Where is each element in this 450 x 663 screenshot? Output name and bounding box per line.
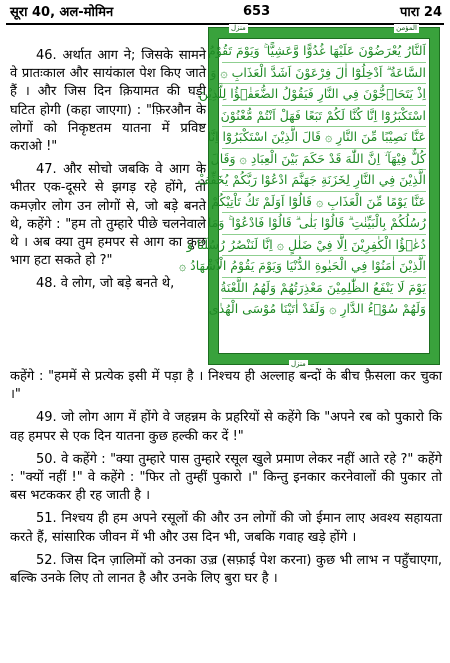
arabic-line: الَّذِيْنَ فِي النَّارِ لِخَزَنَةِ جَهَنَّمَ ادْعُوْا رَبَّكُمْ يُخَفِّفْ <box>222 170 426 192</box>
verse-48-end: कहेंगे : "हममें से प्रत्येक इसी में पड़ा है । निश्चय ही अल्लाह बन्दों के बीच फ़ैसला कर चुका ।" <box>10 369 442 403</box>
arabic-line: الَّذِيْنَ اٰمَنُوْا فِي الْحَيٰوةِ الدُّنْيَا وَيَوْمَ يَقُوْمُ الْاَشْهَادُ ۞ <box>222 256 426 278</box>
verse-47: 47. और सोचो जबकि वे आग के भीतर एक-दूसरे से झगड़ रहे होंगे, तो कमज़ोर लोग उन लोगों से, जो बड़े बनते थे, कहेंगे : "हम तो तुम्हारे पीछे चलनेवाले थे । अब क्या तुम हमपर से आग का कुछ भाग हटा सकते हो ?" <box>10 162 206 269</box>
arabic-line: رُسُلُكُمْ بِالْبَيِّنٰتِ ۗ قَالُوْا بَلٰى ۗ قَالُوْا فَادْعُوْا ۚ وَمَا <box>222 213 426 235</box>
box-label-top: منزل <box>231 24 246 32</box>
translation-full-width <box>10 368 442 588</box>
header-divider <box>6 23 444 25</box>
arabic-line: السَّاعَةُ ۗ اَدْخِلُوْٓا اٰلَ فِرْعَوْنَ اَشَدَّ الْعَذَابِ ۞ وَ <box>222 63 426 85</box>
arabic-line: اسْتَكْبَرُوْٓا اِنَّا كُنَّا لَكُمْ تَبَعًا فَهَلْ اَنْتُمْ مُّغْنُوْنَ <box>222 106 426 128</box>
arabic-line: عَنَّا نَصِيْبًا مِّنَ النَّارِ ۞ قَالَ الَّذِيْنَ اسْتَكْبَرُوْٓا اِنَّا <box>222 127 426 149</box>
arabic-line: اِذْ يَتَحَاۗجُّوْنَ فِي النَّارِ فَيَقُوْلُ الضُّعَفٰۗؤُا لِلَّذِيْنَ <box>222 84 426 106</box>
arabic-text-panel <box>178 38 430 354</box>
verse-52: 52. जिस दिन ज़ालिमों को उनका उज़्र (सफ़ाई पेश करना) कुछ भी लाभ न पहुँचाएगा, बल्कि उनके लिए तो लानत है और उनके लिए बुरा घर है । <box>10 552 442 587</box>
arabic-line: وَلَهُمْ سُوْۗءُ الدَّارِ ۞ وَلَقَدْ اٰتَيْنَا مُوْسَى الْهُدٰى <box>208 301 426 316</box>
para-number: पारा 24 <box>399 5 442 20</box>
arabic-line: عَنَّا يَوْمًا مِّنَ الْعَذَابِ ۞ قَالُوْٓا اَوَلَمْ تَكُ تَاْتِيْكُمْ <box>222 192 426 214</box>
arabic-line: دُعٰۗؤُا الْكٰفِرِيْنَ اِلَّا فِيْ ضَلٰلٍ ۞ اِنَّا لَنَنْصُرُ رُسُلَنَا وَ <box>222 235 426 257</box>
verse-50: 50. वे कहेंगे : "क्या तुम्हारे पास तुम्हारे रसूल खुले प्रमाण लेकर नहीं आते रहे ?" कहेंगे : "क्यों नहीं !" वे कहेंगे : "फिर तो तुम्हीं पुकारो ।" किन्तु इनकार करनेवालों की पुकार तो बस भटककर ही रह जाती है । <box>10 451 442 504</box>
arabic-line: اَلنَّارُ يُعْرَضُوْنَ عَلَيْهَا غُدُوًّا وَّعَشِيًّا ۚ وَيَوْمَ تَقُوْمُ <box>222 41 426 63</box>
verse-48-start: 48. वे लोग, जो बड़े बनते थे, <box>36 276 175 292</box>
arabic-line: كُلٌّ فِيْهَآ ۙ اِنَّ اللّٰهَ قَدْ حَكَمَ بَيْنَ الْعِبَادِ ۞ وَقَالَ <box>222 149 426 171</box>
verse-46: 46. अर्थात आग ने; जिसके सामने वे प्रातःकाल और सायंकाल पेश किए जाते हैं । और जिस दिन क़ियामत की घड़ी घटित होगी (कहा जाएगा) : "फ़िरऔन के लोगों को निकृष्टतम यातना में प्रविष्ट कराओ !" <box>10 48 206 155</box>
surah-title: सूरा 40, अल-मोमिन <box>10 5 114 20</box>
arabic-line: يَوْمَ لَا يَنْفَعُ الظّٰلِمِيْنَ مَعْذِرَتُهُمْ وَلَهُمُ اللَّعْنَةُ <box>222 278 426 300</box>
verse-49: 49. जो लोग आग में होंगे वे जहन्नम के प्रहरियों से कहेंगे कि "अपने रब को पुकारो कि वह हमपर से एक दिन यातना कुछ हल्की कर दें !" <box>10 410 442 444</box>
translation-column <box>10 47 206 294</box>
box-label-bottom: منزل <box>291 360 306 368</box>
verse-51: 51. निश्चय ही हम अपने रसूलों की और उन लोगों की जो ईमान लाए अवश्य सहायता करते हैं, सांसारिक जीवन में भी और उस दिन भी, जबकि गवाह खड़े होंगे । <box>10 511 442 545</box>
box-label-surah: المؤمن <box>396 24 417 32</box>
page-number: 653 <box>243 3 271 19</box>
arabic-text-box <box>178 24 440 368</box>
page-header <box>10 0 442 22</box>
